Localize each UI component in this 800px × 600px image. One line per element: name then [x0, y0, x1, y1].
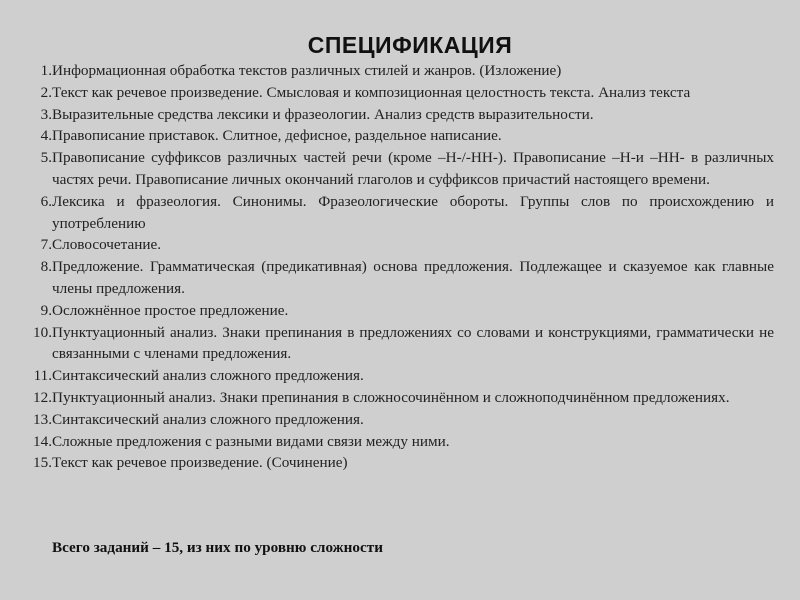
list-item — [22, 191, 774, 235]
item-text: Текст как речевое произведение. (Сочинение) — [52, 454, 348, 472]
item-text: Лексика и фразеология. Синонимы. Фразеологические обороты. Группы слов по происхождению и употреблению — [52, 192, 774, 232]
list-item — [22, 322, 774, 366]
item-number: 10. — [33, 323, 52, 341]
item-text: Правописание приставок. Слитное, дефисное, раздельное написание. — [52, 127, 502, 145]
list-item — [22, 300, 774, 322]
list-item — [22, 104, 774, 126]
item-text: Текст как речевое произведение. Смысловая и композиционная целостность текста. Анализ текста — [52, 83, 691, 101]
item-text: Словосочетание. — [52, 236, 162, 254]
list-item — [22, 125, 774, 147]
item-text: Пунктуационный анализ. Знаки препинания в сложносочинённом и сложноподчинённом предложениях. — [52, 388, 730, 406]
item-text: Выразительные средства лексики и фразеологии. Анализ средств выразительности. — [52, 105, 594, 123]
specification-list — [22, 60, 774, 474]
item-number: 2. — [40, 83, 52, 101]
list-item — [22, 82, 774, 104]
list-item — [22, 365, 774, 387]
item-number: 4. — [40, 127, 52, 145]
item-text: Сложные предложения с разными видами связи между ними. — [52, 432, 450, 450]
list-item — [22, 409, 774, 431]
item-number: 9. — [40, 301, 52, 319]
item-text: Пунктуационный анализ. Знаки препинания в предложениях со словами и конструкциями, грамматически не связанными с членами предложения. — [52, 323, 774, 363]
item-text: Синтаксический анализ сложного предложения. — [52, 367, 364, 385]
list-item — [22, 452, 774, 474]
item-number: 5. — [40, 149, 52, 167]
slide-title: СПЕЦИФИКАЦИЯ — [307, 32, 513, 58]
item-number: 6. — [40, 192, 52, 210]
item-number: 12. — [33, 388, 52, 406]
item-number: 8. — [40, 258, 52, 276]
list-item — [22, 387, 774, 409]
list-item — [22, 256, 774, 300]
item-number: 3. — [40, 105, 52, 123]
item-text: Информационная обработка текстов различных стилей и жанров. (Изложение) — [52, 62, 562, 79]
item-number: 14. — [33, 432, 52, 450]
item-number: 7. — [40, 236, 52, 254]
item-number: 1. — [40, 62, 52, 79]
item-number: 15. — [33, 454, 52, 472]
list-item — [22, 234, 774, 256]
item-text: Предложение. Грамматическая (предикативная) основа предложения. Подлежащее и сказуемое как главные члены предложения. — [52, 258, 774, 297]
list-item — [22, 431, 774, 453]
item-text: Синтаксический анализ сложного предложения. — [52, 410, 364, 428]
item-number: 13. — [33, 410, 52, 428]
item-text: Правописание суффиксов различных частей речи (кроме –Н-/-НН-). Правописание –Н-и –НН- в различных частях речи. Правописание личных окончаний глаголов и суффиксов причастий настоящего времени. — [52, 149, 774, 188]
list-item — [22, 147, 774, 191]
list-item — [22, 60, 774, 82]
item-number: 11. — [33, 367, 52, 385]
item-text: Осложнённое простое предложение. — [52, 301, 289, 319]
total-tasks-note: Всего заданий – 15, из них по уровню сложности — [52, 539, 383, 556]
